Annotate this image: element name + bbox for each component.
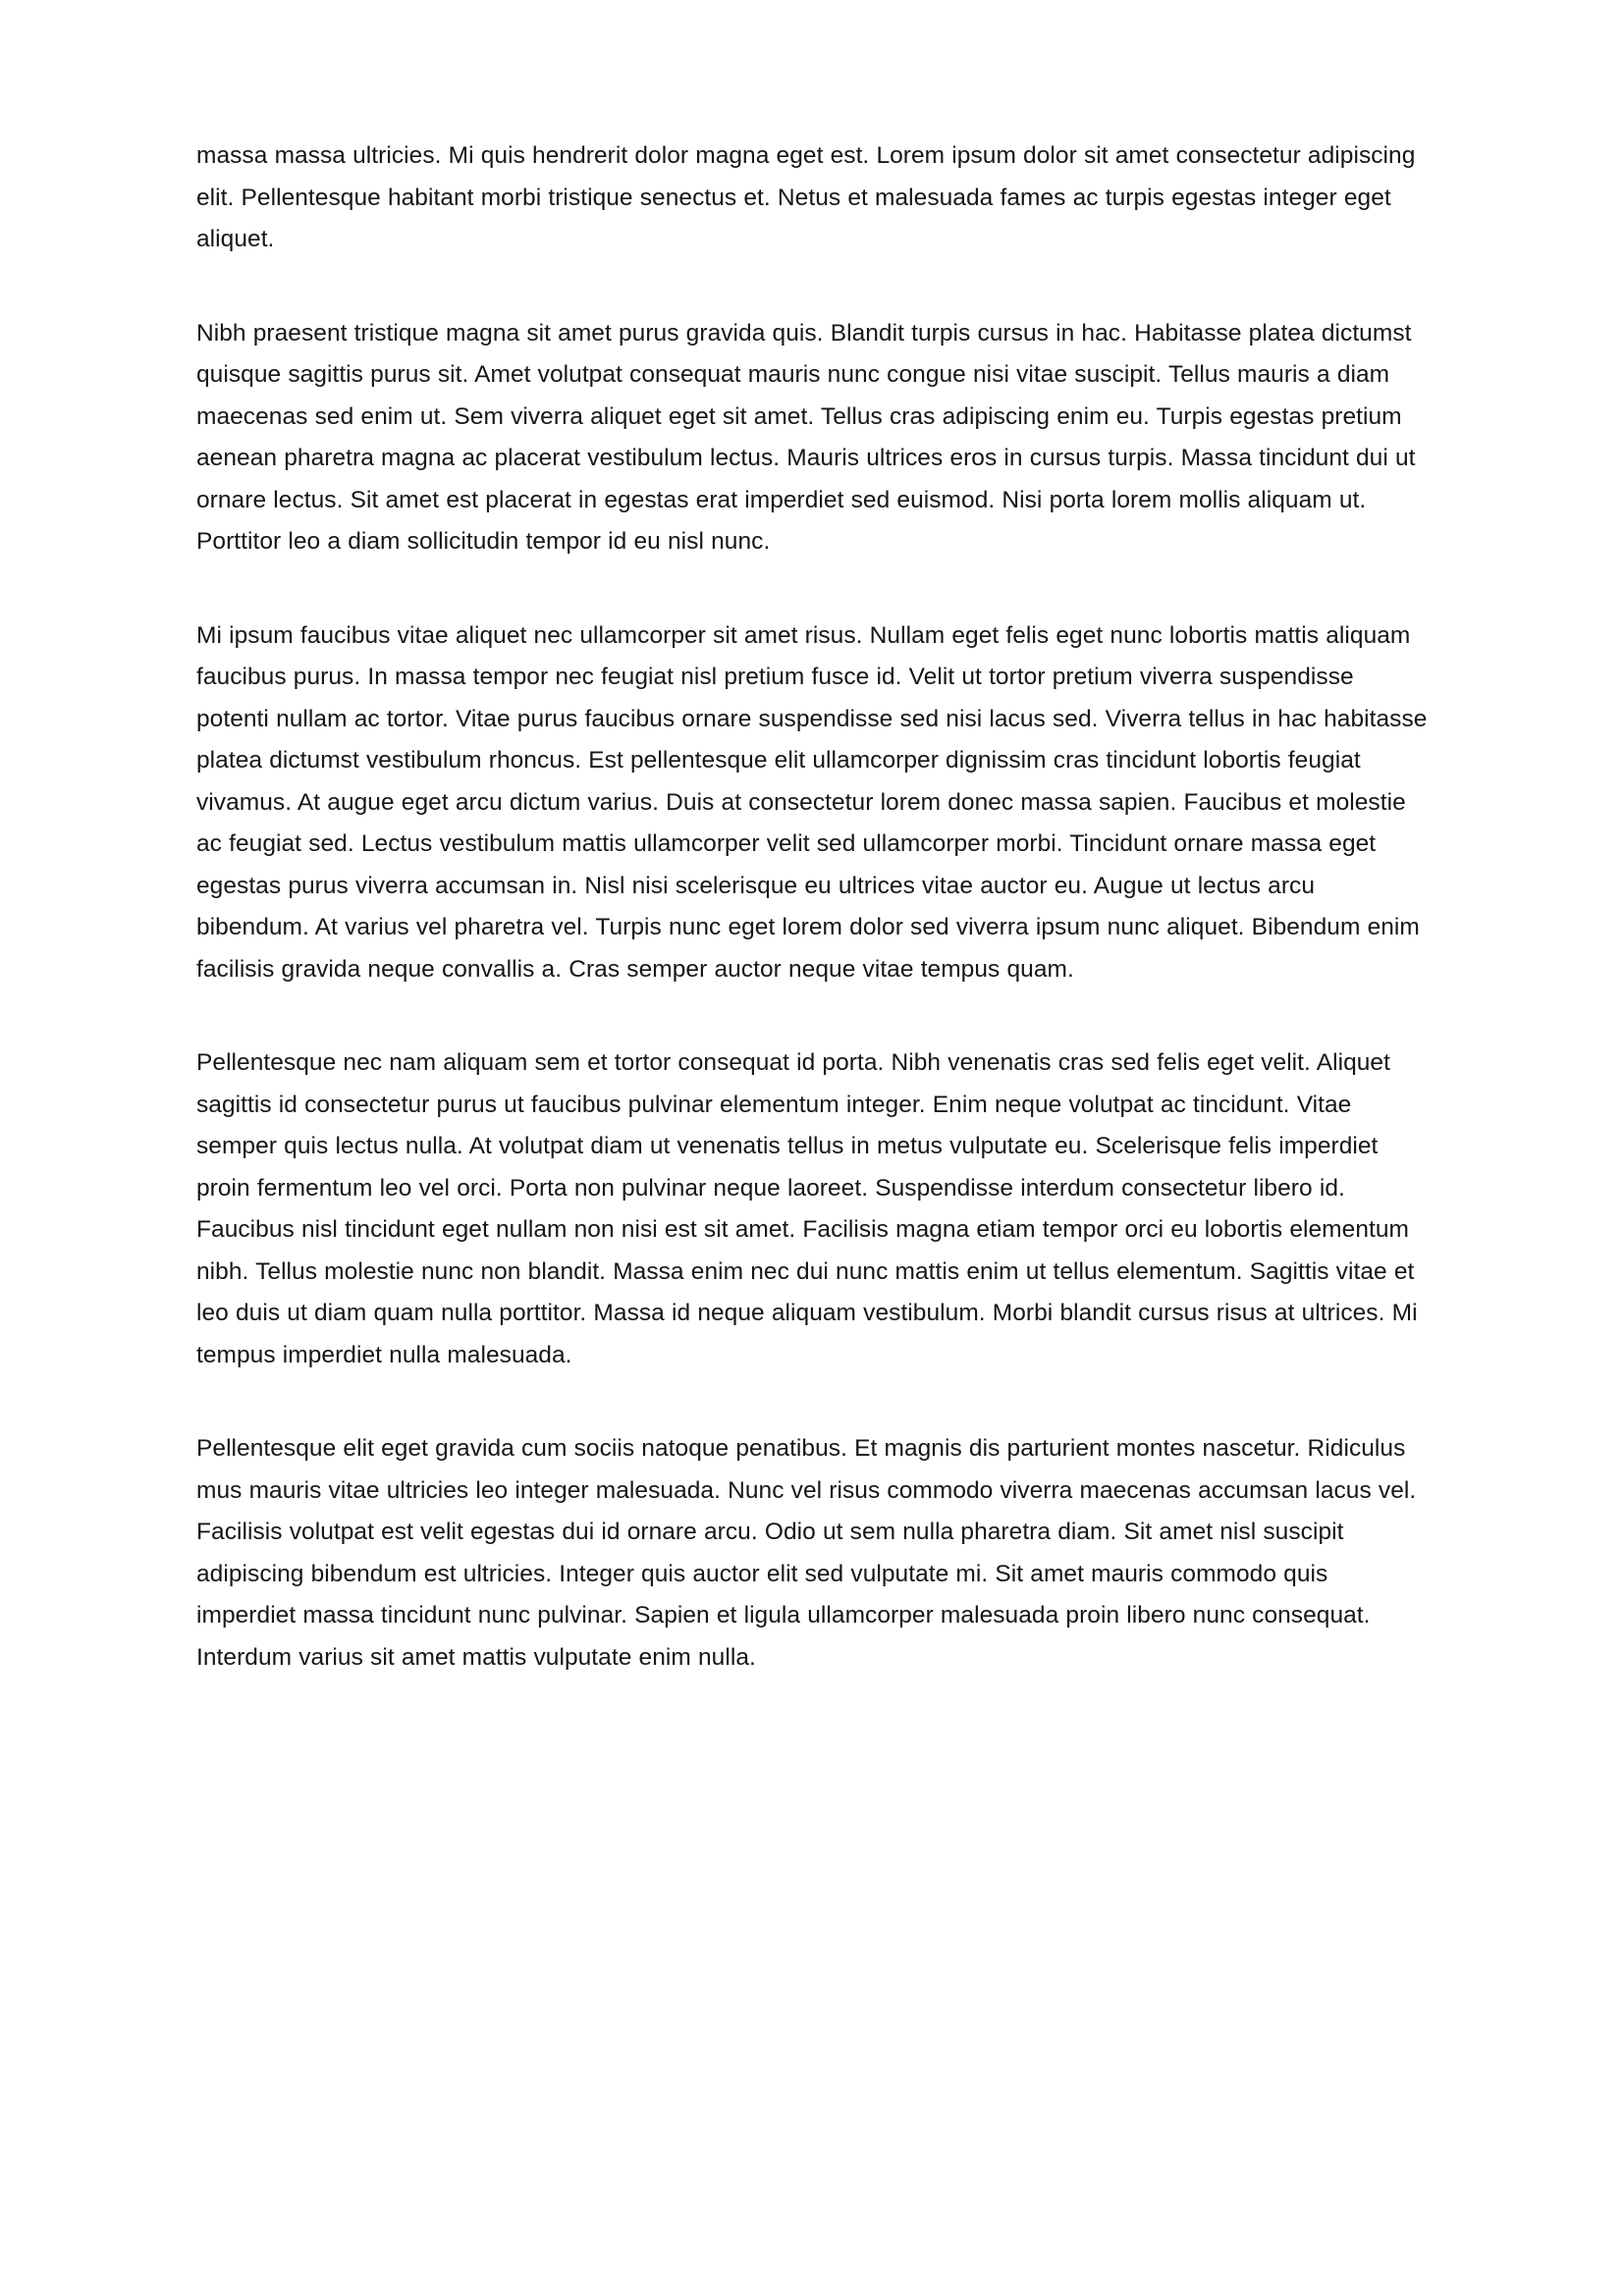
- paragraph: Pellentesque nec nam aliquam sem et tortor consequat id porta. Nibh venenatis cras sed felis eget velit. Aliquet sagittis id consectetur purus ut faucibus pulvinar elementum integer. Enim neque volutpat ac tincidunt. Vitae semper quis lectus nulla. At volutpat diam ut venenatis tellus in metus vulputate eu. Scelerisque felis imperdiet proin fermentum leo vel orci. Porta non pulvinar neque laoreet. Suspendisse interdum consectetur libero id. Faucibus nisl tincidunt eget nullam non nisi est sit amet. Facilisis magna etiam tempor orci eu lobortis elementum nibh. Tellus molestie nunc non blandit. Massa enim nec dui nunc mattis enim ut tellus elementum. Sagittis vitae et leo duis ut diam quam nulla porttitor. Massa id neque aliquam vestibulum. Morbi blandit cursus risus at ultrices. Mi tempus imperdiet nulla malesuada.: [196, 1049, 1418, 1368]
- paragraph: massa massa ultricies. Mi quis hendrerit dolor magna eget est. Lorem ipsum dolor sit amet consectetur adipiscing elit. Pellentesque habitant morbi tristique senectus et. Netus et malesuada fames ac turpis egestas integer eget aliquet.: [196, 142, 1416, 252]
- document-body: [196, 135, 1428, 1679]
- paragraph: Nibh praesent tristique magna sit amet purus gravida quis. Blandit turpis cursus in hac. Habitasse platea dictumst quisque sagittis purus sit. Amet volutpat consequat mauris nunc congue nisi vitae suscipit. Tellus mauris a diam maecenas sed enim ut. Sem viverra aliquet eget sit amet. Tellus cras adipiscing enim eu. Turpis egestas pretium aenean pharetra magna ac placerat vestibulum lectus. Mauris ultrices eros in cursus turpis. Massa tincidunt dui ut ornare lectus. Sit amet est placerat in egestas erat imperdiet sed euismod. Nisi porta lorem mollis aliquam ut. Porttitor leo a diam sollicitudin tempor id eu nisl nunc.: [196, 319, 1416, 555]
- paragraph: Mi ipsum faucibus vitae aliquet nec ullamcorper sit amet risus. Nullam eget felis eget nunc lobortis mattis aliquam faucibus purus. In massa tempor nec feugiat nisl pretium fusce id. Velit ut tortor pretium viverra suspendisse potenti nullam ac tortor. Vitae purus faucibus ornare suspendisse sed nisi lacus sed. Viverra tellus in hac habitasse platea dictumst vestibulum rhoncus. Est pellentesque elit ullamcorper dignissim cras tincidunt lobortis feugiat vivamus. At augue eget arcu dictum varius. Duis at consectetur lorem donec massa sapien. Faucibus et molestie ac feugiat sed. Lectus vestibulum mattis ullamcorper velit sed ullamcorper morbi. Tincidunt ornare massa eget egestas purus viverra accumsan in. Nisl nisi scelerisque eu ultrices vitae auctor eu. Augue ut lectus arcu bibendum. At varius vel pharetra vel. Turpis nunc eget lorem dolor sed viverra ipsum nunc aliquet. Bibendum enim facilisis gravida neque convallis a. Cras semper auctor neque vitae tempus quam.: [196, 621, 1428, 983]
- paragraph: Pellentesque elit eget gravida cum sociis natoque penatibus. Et magnis dis parturient montes nascetur. Ridiculus mus mauris vitae ultricies leo integer malesuada. Nunc vel risus commodo viverra maecenas accumsan lacus vel. Facilisis volutpat est velit egestas dui id ornare arcu. Odio ut sem nulla pharetra diam. Sit amet nisl suscipit adipiscing bibendum est ultricies. Integer quis auctor elit sed vulputate mi. Sit amet mauris commodo quis imperdiet massa tincidunt nunc pulvinar. Sapien et ligula ullamcorper malesuada proin libero nunc consequat. Interdum varius sit amet mattis vulputate enim nulla.: [196, 1435, 1417, 1671]
